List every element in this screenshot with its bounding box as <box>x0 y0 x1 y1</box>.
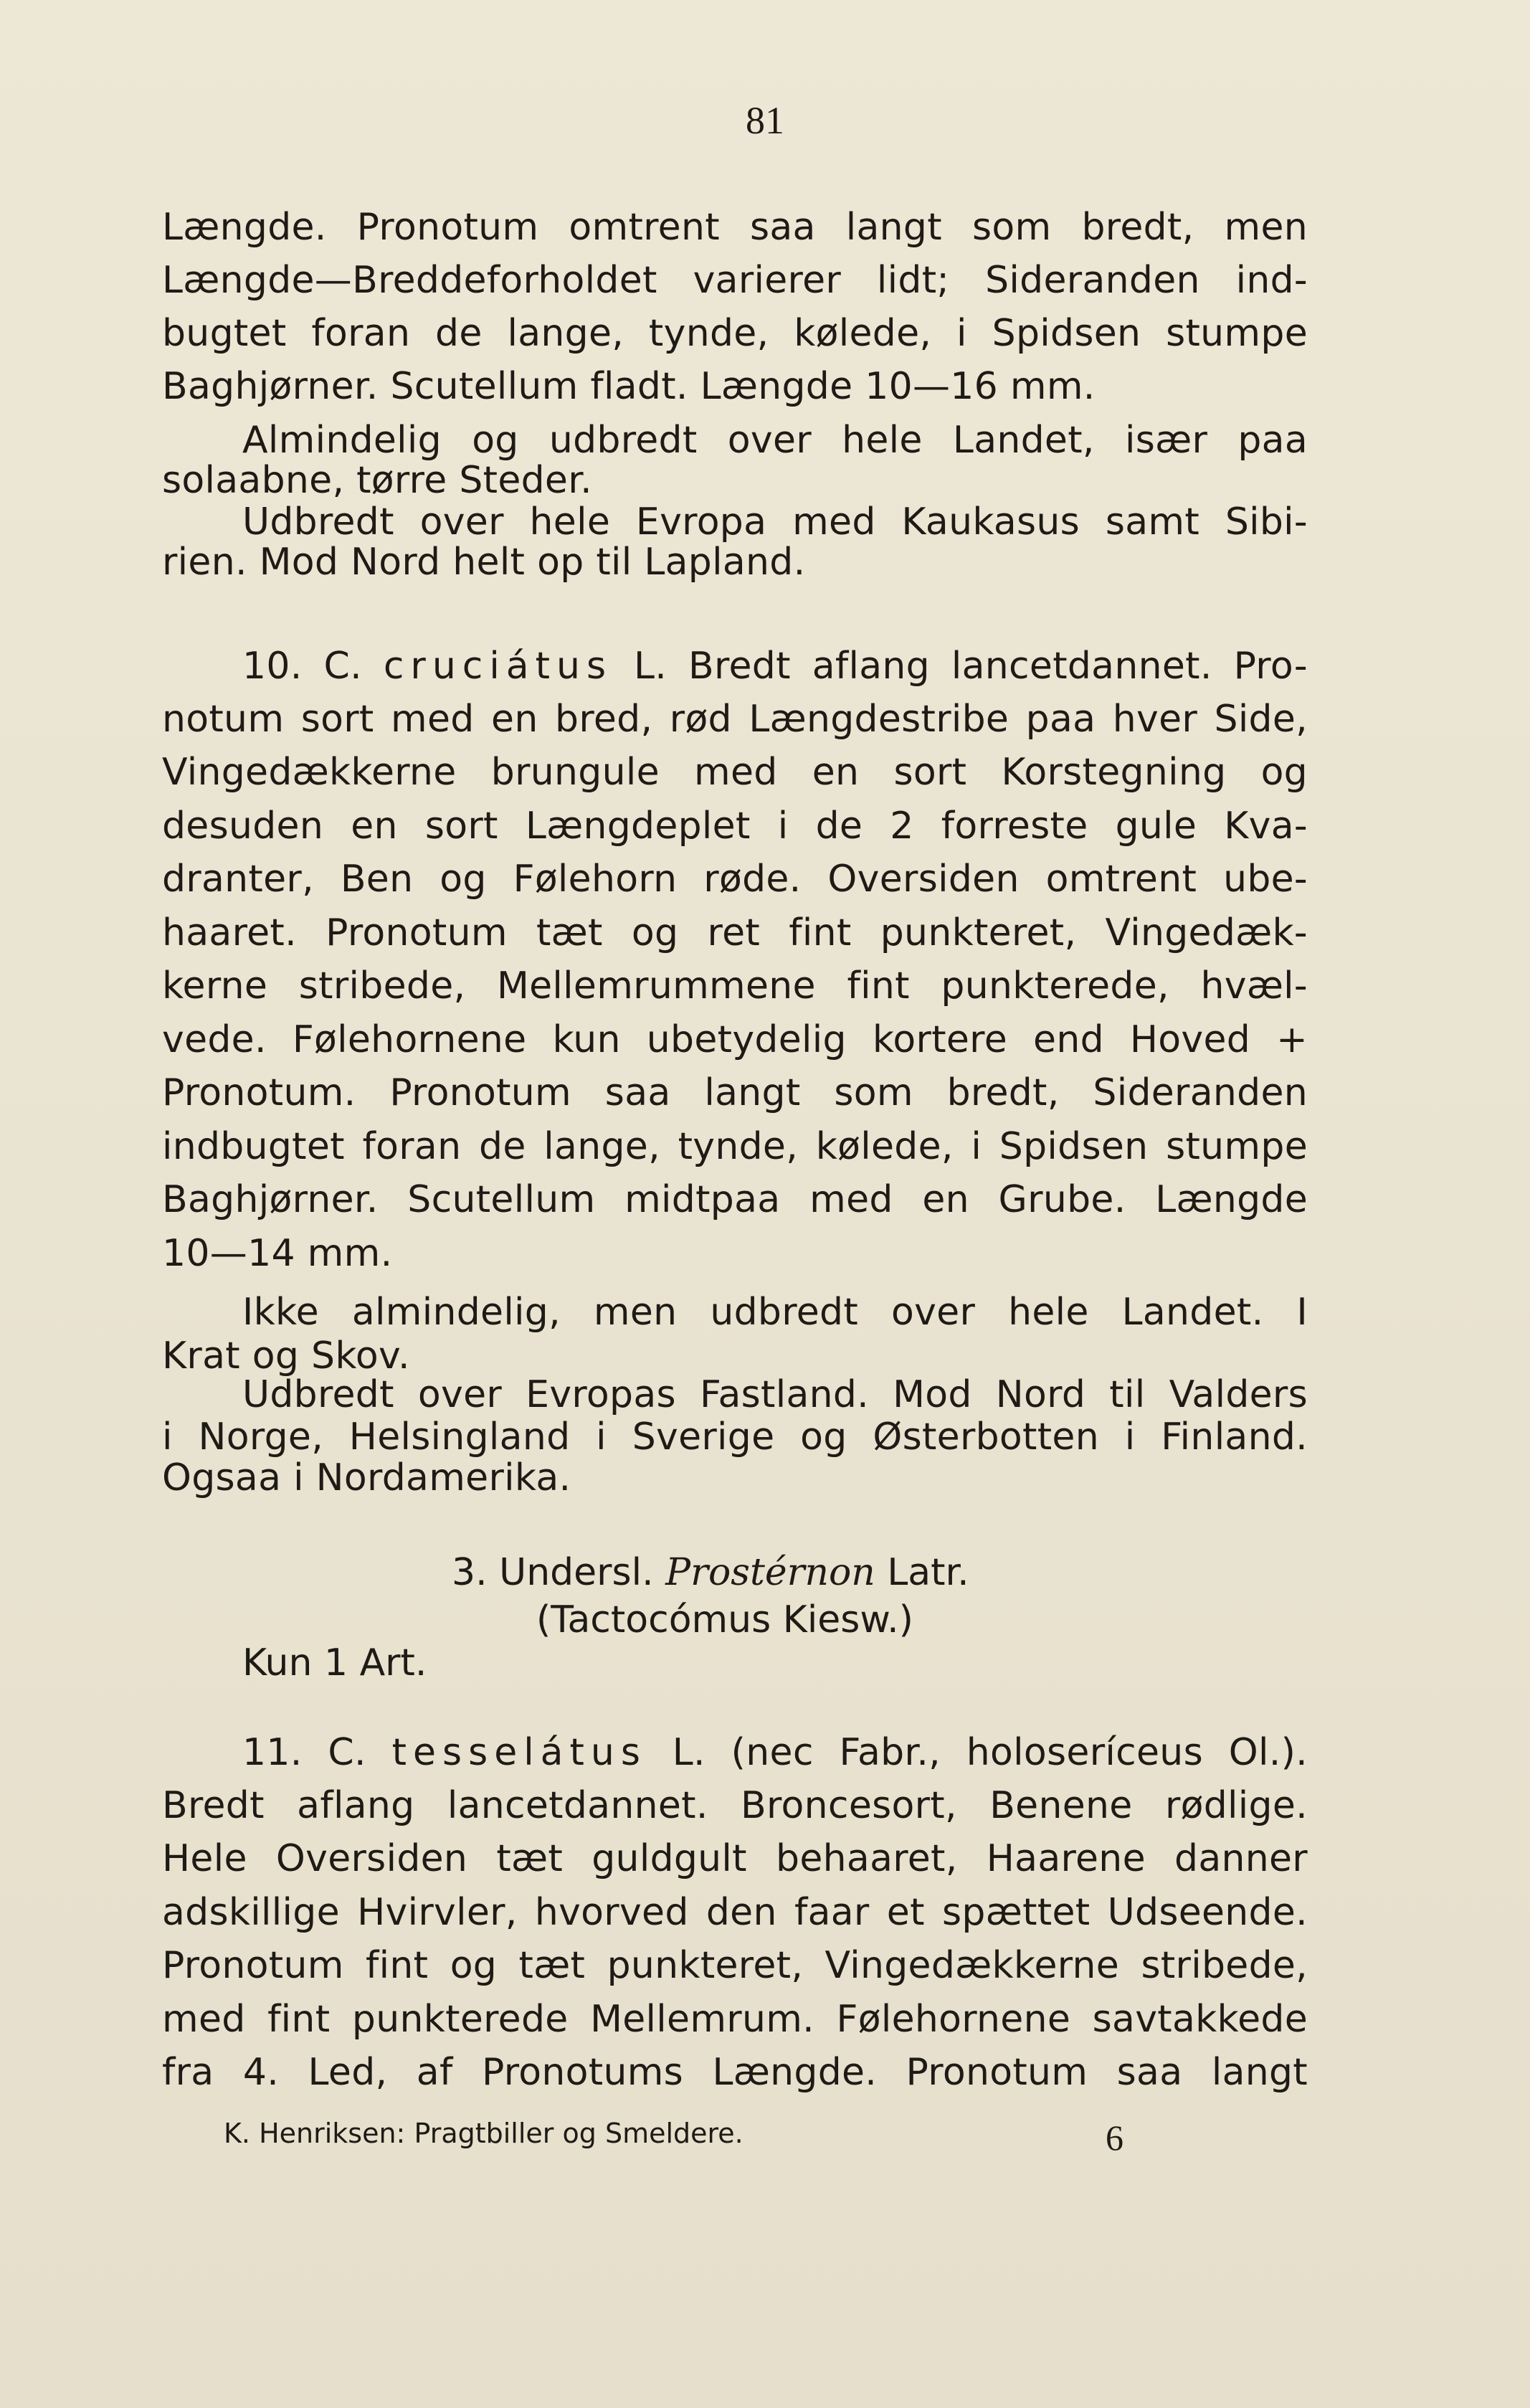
text-line: dranter, Ben og Følehorn røde. Oversiden omtrent ube- <box>162 858 1308 901</box>
text-line: Baghjørner. Scutellum fladt. Længde 10—16 mm. <box>162 365 1096 408</box>
text-line: Længde—Breddeforholdet varierer lidt; Sideranden ind- <box>162 259 1308 302</box>
text-line: adskillige Hvirvler, hvorved den faar et spættet Udseende. <box>162 1891 1308 1934</box>
text-line: fra 4. Led, af Pronotums Længde. Pronotum saa langt <box>162 2051 1308 2094</box>
text-line: Vingedækkerne brungule med en sort Korstegning og <box>162 751 1308 794</box>
text-line: notum sort med en bred, rød Længdestribe paa hver Side, <box>162 698 1308 741</box>
text-line: Krat og Skov. <box>162 1335 410 1378</box>
text-line: Ikke almindelig, men udbredt over hele Landet. I <box>242 1291 1308 1334</box>
species-heading <box>242 642 1308 691</box>
subgenus-name: Prostérnon <box>665 1551 875 1594</box>
text-line: 10—14 mm. <box>162 1232 393 1275</box>
species-number: 11. C. <box>242 1731 366 1774</box>
text-line: Længde. Pronotum omtrent saa langt som bredt, men <box>162 206 1308 249</box>
subgenus-author: Latr. <box>887 1551 969 1594</box>
species-name: cruciátus <box>383 645 613 688</box>
species-author: L. Bredt aflang lancetdannet. Pro- <box>634 645 1308 688</box>
species-number: 10. C. <box>242 645 362 688</box>
species-author: L. (nec Fabr., holoseríceus Ol.). <box>672 1731 1308 1774</box>
text-line: Ogsaa i Nordamerika. <box>162 1456 571 1499</box>
subgenus-synonym: (Tactocómus Kiesw.) <box>536 1598 913 1641</box>
species-heading <box>242 1728 1308 1777</box>
text-line: Pronotum fint og tæt punkteret, Vingedækkerne stribede, <box>162 1944 1308 1987</box>
text-line: kerne stribede, Mellemrummene fint punkterede, hvæl- <box>162 964 1308 1008</box>
text-line: indbugtet foran de lange, tynde, kølede, i Spidsen stumpe <box>162 1125 1308 1168</box>
species-name: tesselátus <box>391 1731 647 1774</box>
text-line: haaret. Pronotum tæt og ret fint punkteret, Vingedæk- <box>162 911 1308 954</box>
text-line: desuden en sort Længdeplet i de 2 forreste gule Kva- <box>162 805 1308 848</box>
text-line: Udbredt over hele Evropa med Kaukasus samt Sibi- <box>242 501 1308 544</box>
text-line: Hele Oversiden tæt guldgult behaaret, Haarene danner <box>162 1837 1308 1880</box>
text-line: vede. Følehornene kun ubetydelig kortere end Hoved + <box>162 1018 1308 1061</box>
text-line: med fint punkterede Mellemrum. Følehornene savtakkede <box>162 1998 1308 2041</box>
signature-mark: 6 <box>1106 2118 1123 2158</box>
text-line: rien. Mod Nord helt op til Lapland. <box>162 541 806 584</box>
subgenus-heading <box>452 1548 969 1597</box>
text-line: Pronotum. Pronotum saa langt som bredt, Sideranden <box>162 1071 1308 1114</box>
text-line: bugtet foran de lange, tynde, kølede, i Spidsen stumpe <box>162 312 1308 355</box>
text-line: i Norge, Helsingland i Sverige og Østerbotten i Finland. <box>162 1416 1308 1459</box>
text-line: solaabne, tørre Steder. <box>162 459 592 502</box>
text-line: Baghjørner. Scutellum midtpaa med en Grube. Længde <box>162 1178 1308 1221</box>
subgenus-note: Kun 1 Art. <box>242 1641 427 1684</box>
subgenus-prefix: 3. Undersl. <box>452 1551 654 1594</box>
text-line: Udbredt over Evropas Fastland. Mod Nord til Valders <box>242 1373 1308 1416</box>
page-number: 81 <box>746 99 784 142</box>
running-title: K. Henriksen: Pragtbiller og Smeldere. <box>224 2118 743 2149</box>
text-line: Bredt aflang lancetdannet. Broncesort, Benene rødlige. <box>162 1784 1308 1827</box>
text-line: Almindelig og udbredt over hele Landet, især paa <box>242 419 1308 462</box>
